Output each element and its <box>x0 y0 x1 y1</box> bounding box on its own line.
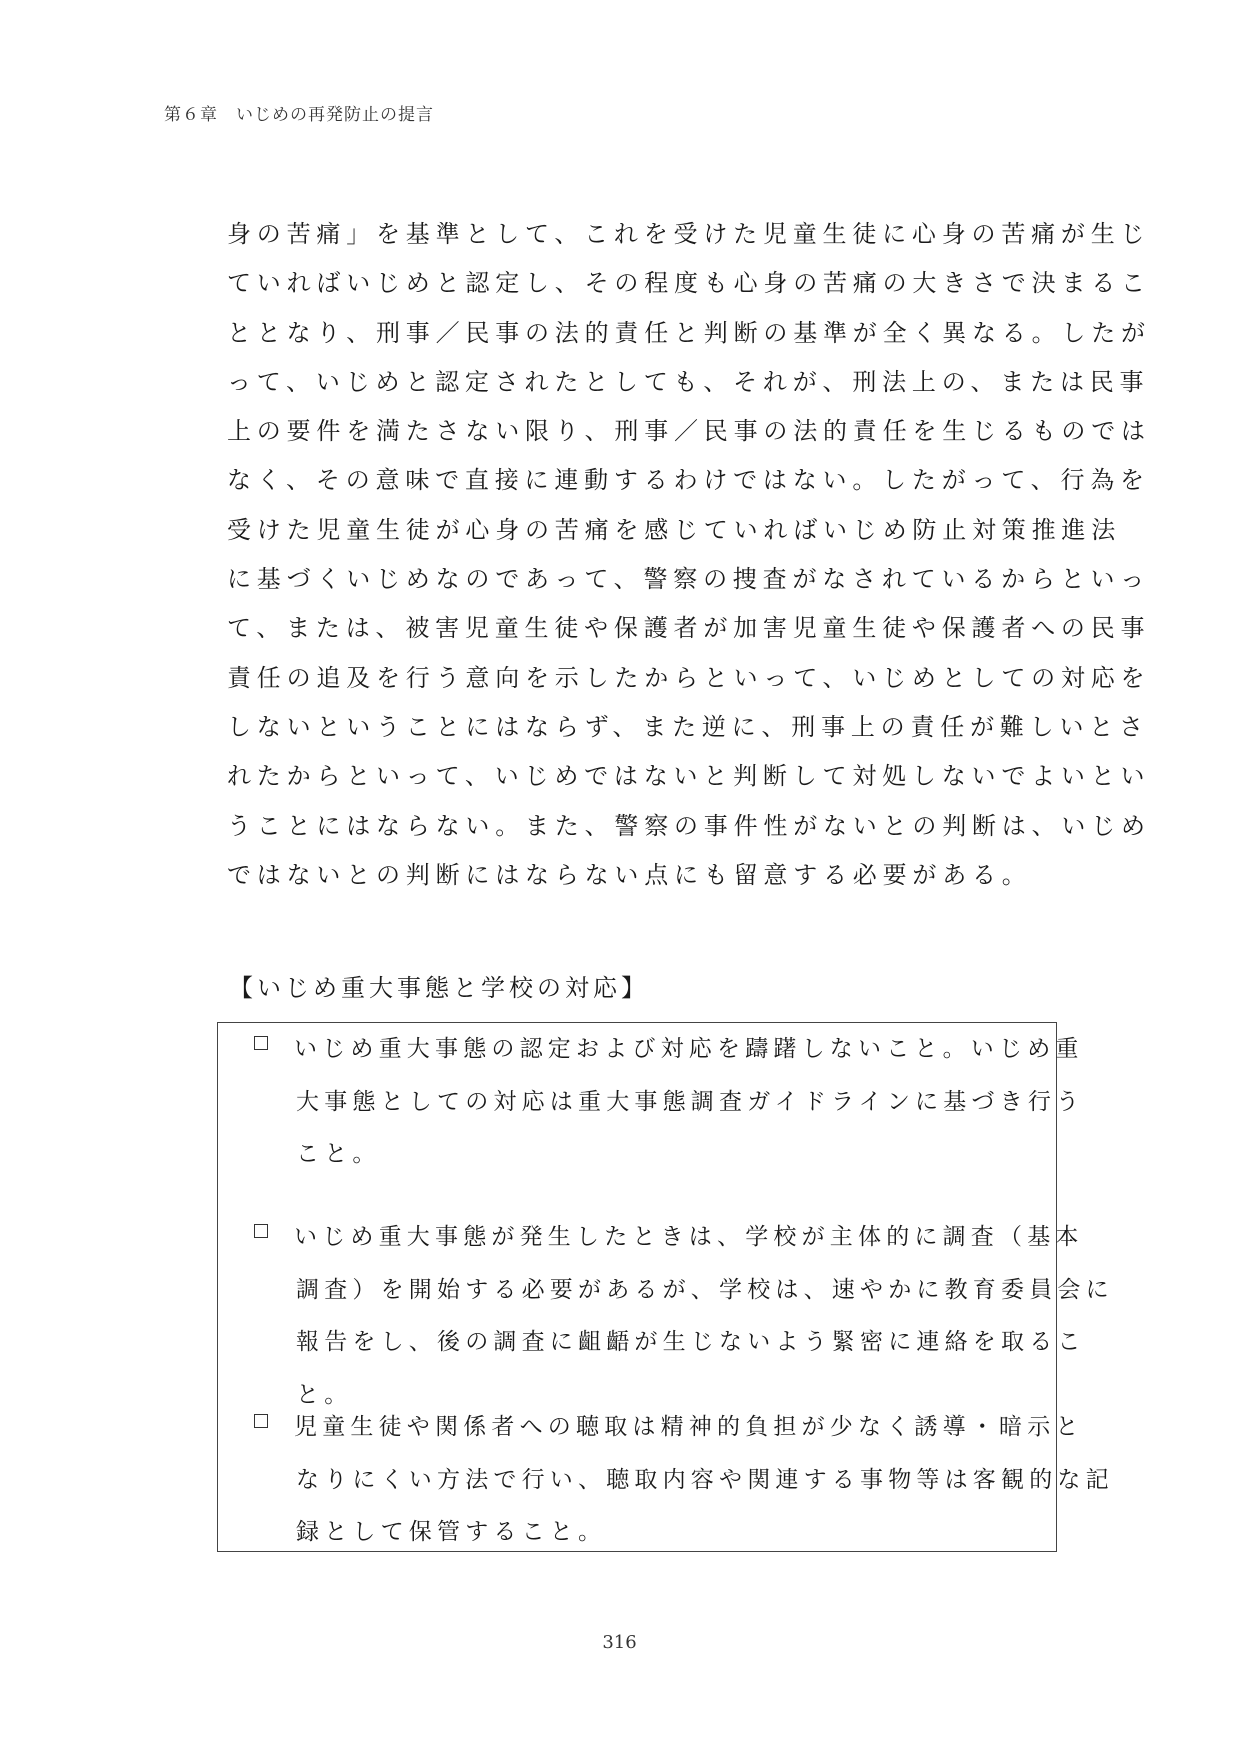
body-line: ではないとの判断にはならない点にも留意する必要がある。 <box>227 860 1032 889</box>
chapter-header: 第６章 いじめの再発防止の提言 <box>164 105 434 125</box>
body-line: 受けた児童生徒が心身の苦痛を感じていればいじめ防止対策推進法 <box>227 515 1121 544</box>
item-line: 大事態としての対応は重大事態調査ガイドラインに基づき行う <box>296 1088 1085 1115</box>
recommendation-box <box>217 1022 1114 1552</box>
body-line: ととなり、刑事／民事の法的責任と判断の基準が全く異なる。したが <box>227 318 1151 347</box>
item-line: 児童生徒や関係者への聴取は精神的負担が少なく誘導・暗示と <box>294 1414 1084 1440</box>
item-line: いじめ重大事態が発生したときは、学校が主体的に調査（基本 <box>294 1224 1084 1250</box>
body-line: 上の要件を満たさない限り、刑事／民事の法的責任を生じるものでは <box>227 417 1151 446</box>
body-line: しないということにはならず、また逆に、刑事上の責任が難しいとさ <box>227 712 1149 741</box>
recommendation-item <box>254 1211 1114 1421</box>
page-number: 316 <box>602 1632 637 1653</box>
item-line: 報告をし、後の調査に齟齬が生じないよう緊密に連絡を取るこ <box>296 1329 1086 1355</box>
section-heading: 【いじめ重大事態と学校の対応】 <box>229 974 649 1002</box>
item-line: と。 <box>296 1381 353 1408</box>
body-line: うことにはならない。また、警察の事件性がないとの判断は、いじめ <box>227 811 1151 840</box>
checkbox-icon <box>254 1224 268 1238</box>
body-line: て、または、被害児童生徒や保護者が加害児童生徒や保護者への民事 <box>227 614 1151 643</box>
body-line: 責任の追及を行う意向を示したからといって、いじめとしての対応を <box>227 663 1151 692</box>
body-line: ていればいじめと認定し、その程度も心身の苦痛の大きさで決まるこ <box>227 269 1151 298</box>
body-line: って、いじめと認定されたとしても、それが、刑法上の、または民事 <box>227 367 1150 396</box>
body-line: なく、その意味で直接に連動するわけではない。したがって、行為を <box>227 466 1150 495</box>
recommendation-item <box>254 1023 1085 1181</box>
item-line: こと。 <box>296 1141 381 1167</box>
item-line: 録として保管すること。 <box>296 1519 607 1545</box>
body-paragraph <box>227 210 1151 900</box>
body-line: れたからといって、いじめではないと判断して対処しないでよいとい <box>227 762 1151 791</box>
checkbox-icon <box>254 1036 268 1050</box>
checkbox-icon <box>254 1414 268 1428</box>
item-line: なりにくい方法で行い、聴取内容や関連する事物等は客観的な記 <box>296 1466 1114 1493</box>
body-line: 身の苦痛」を基準として、これを受けた児童生徒に心身の苦痛が生じ <box>227 220 1151 248</box>
body-line: に基づくいじめなのであって、警察の捜査がなされているからといっ <box>227 565 1151 594</box>
item-line: 調査）を開始する必要があるが、学校は、速やかに教育委員会に <box>296 1276 1114 1303</box>
recommendation-item <box>254 1401 1114 1559</box>
item-line: いじめ重大事態の認定および対応を躊躇しないこと。いじめ重 <box>294 1036 1084 1062</box>
